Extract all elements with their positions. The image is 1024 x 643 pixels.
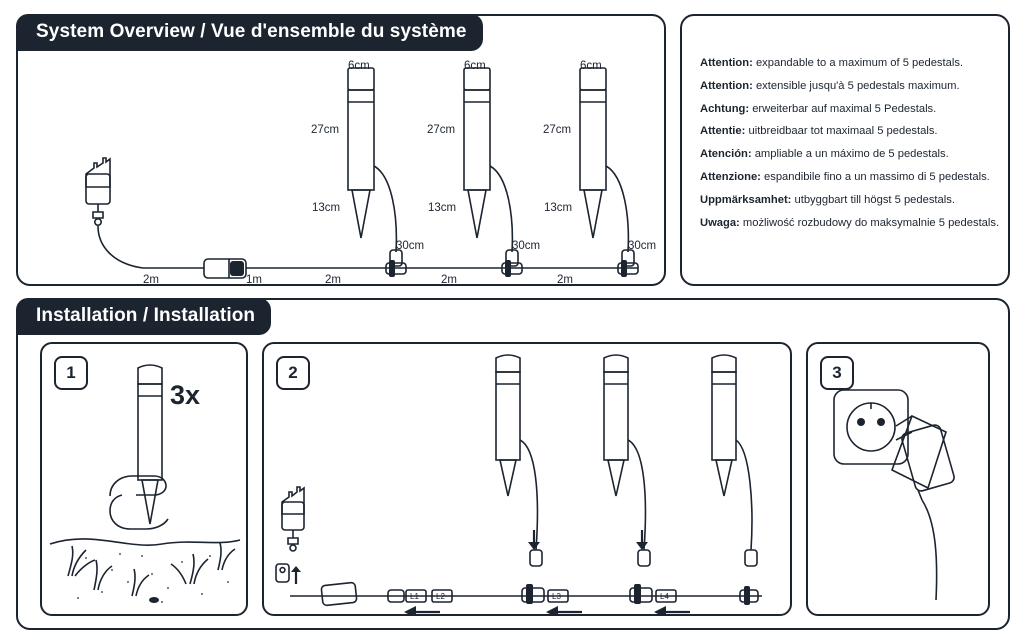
note-line xyxy=(700,193,1000,207)
connector-label: L1 xyxy=(410,592,419,601)
label-lamp1-tail: 30cm xyxy=(396,240,425,252)
note-label: Attention: xyxy=(700,79,753,92)
pedestal-lamp xyxy=(580,68,634,266)
note-line xyxy=(700,216,1000,230)
label-lamp3-spike: 13cm xyxy=(544,202,573,214)
arrow-left-icon xyxy=(546,606,582,614)
step-number-badge: 2 xyxy=(276,356,310,390)
note-label: Attenzione: xyxy=(700,171,761,184)
note-label: Uwaga: xyxy=(700,216,740,229)
note-line xyxy=(700,79,1000,93)
label-segment-3: 2m xyxy=(325,274,341,286)
transformer-icon xyxy=(321,582,357,605)
hand-icon xyxy=(110,476,168,529)
overview-title: System Overview / Vue d'ensemble du système xyxy=(16,14,483,51)
connector-label: L2 xyxy=(436,592,445,601)
label-lamp1-top: 6cm xyxy=(348,60,370,72)
step-number-badge: 1 xyxy=(54,356,88,390)
label-lamp2-tail: 30cm xyxy=(512,240,541,252)
note-label: Attention: xyxy=(700,57,753,69)
note-line xyxy=(700,170,1000,184)
system-overview-diagram xyxy=(18,16,664,284)
install-step-1 xyxy=(40,342,248,616)
install-step-3 xyxy=(806,342,990,616)
note-label: Uppmärksamhet: xyxy=(700,193,792,206)
label-segment-4: 2m xyxy=(441,274,457,286)
power-adapter-icon xyxy=(892,416,955,500)
note-line xyxy=(700,56,1000,70)
label-lamp3-body: 27cm xyxy=(543,124,572,136)
plug-connector xyxy=(276,564,289,582)
label-lamp3-tail: 30cm xyxy=(628,240,657,252)
pedestal-lamp xyxy=(348,68,402,266)
pedestal-lamp xyxy=(138,365,162,524)
note-text: extensible jusqu'à 5 pedestals maximum. xyxy=(755,79,960,92)
system-overview-panel xyxy=(16,14,666,286)
wall-socket-icon xyxy=(834,390,908,464)
note-text: espandibile fino a un massimo di 5 pedestals. xyxy=(764,171,990,184)
arrow-left-icon xyxy=(654,606,690,614)
warning-notes-list xyxy=(700,56,1000,239)
power-adapter-icon xyxy=(86,158,110,225)
note-line xyxy=(700,124,1000,138)
transformer-icon xyxy=(204,259,246,278)
pedestal-lamp xyxy=(712,355,757,566)
install-step-2 xyxy=(262,342,792,616)
label-lamp1-body: 27cm xyxy=(311,124,340,136)
label-segment-1: 2m xyxy=(143,274,159,286)
label-segment-5: 2m xyxy=(557,274,573,286)
label-segment-2: 1m xyxy=(246,274,262,286)
cable-tee-connector xyxy=(630,584,652,604)
note-line xyxy=(700,147,1000,161)
note-text: uitbreidbaar tot maximaal 5 pedestals. xyxy=(748,125,938,138)
arrow-up-icon xyxy=(291,566,301,584)
arrow-down-icon xyxy=(636,530,648,550)
installation-panel xyxy=(16,298,1010,630)
label-lamp3-top: 6cm xyxy=(580,60,602,72)
label-lamp2-spike: 13cm xyxy=(428,202,457,214)
note-text: możliwość rozbudowy do maksymalnie 5 pedestals. xyxy=(742,216,1000,229)
label-lamp1-spike: 13cm xyxy=(312,202,341,214)
note-label: Atención: xyxy=(700,148,752,161)
note-text: expandable to a maximum of 5 pedestals. xyxy=(755,57,964,69)
step2-illustration xyxy=(264,344,790,614)
note-text: utbyggbart till högst 5 pedestals. xyxy=(794,193,955,206)
note-label: Achtung: xyxy=(700,102,750,115)
connector-label: L3 xyxy=(552,592,561,601)
installation-title: Installation / Installation xyxy=(16,298,271,335)
pedestal-lamp xyxy=(464,68,518,266)
label-lamp2-body: 27cm xyxy=(427,124,456,136)
note-line xyxy=(700,102,1000,116)
cable-tee-connector xyxy=(522,584,544,604)
note-text: erweiterbar auf maximal 5 Pedestals. xyxy=(752,102,937,115)
step1-multiplier: 3x xyxy=(170,380,201,410)
label-lamp2-top: 6cm xyxy=(464,60,486,72)
connector-label: L4 xyxy=(660,592,669,601)
note-text: ampliable a un máximo de 5 pedestals. xyxy=(754,148,949,161)
note-label: Attentie: xyxy=(700,125,746,138)
arrow-left-icon xyxy=(404,606,440,614)
power-adapter-icon xyxy=(282,487,304,551)
arrow-down-icon xyxy=(528,530,540,550)
step-number-badge: 3 xyxy=(820,356,854,390)
